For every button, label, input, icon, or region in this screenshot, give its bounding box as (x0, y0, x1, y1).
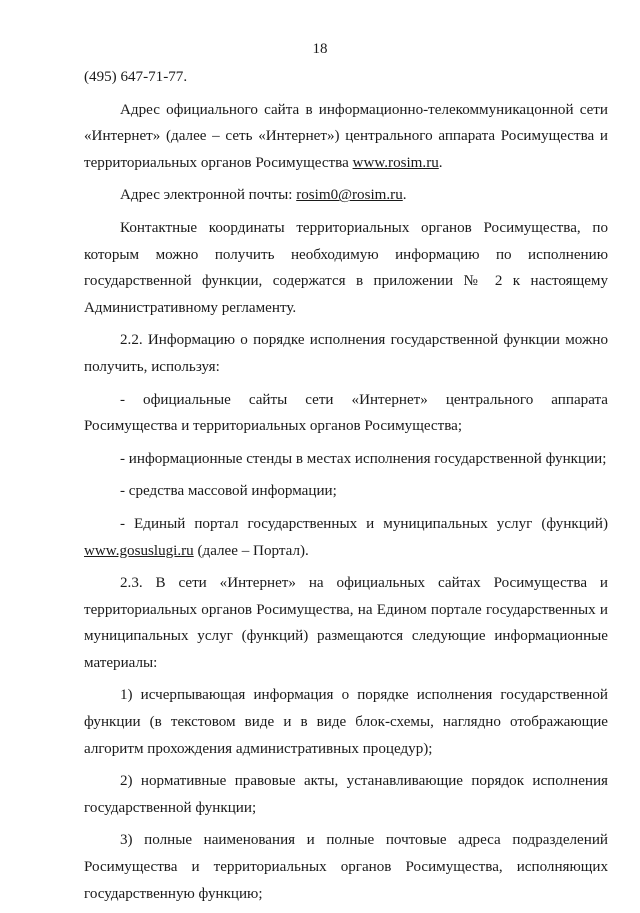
page-number: 18 (312, 41, 328, 57)
portal-link[interactable]: www.gosuslugi.ru (84, 542, 194, 559)
email-text: Адрес электронной почты: (120, 187, 297, 204)
section-2-3: 2.3. В сети «Интернет» на официальных сайтах Росимущества и территориальных органов Росимущества, на Едином портале государственных и муниципальных услуг (функций) размещаются следующие информационные материалы: (84, 575, 608, 671)
document-body (84, 64, 608, 913)
materials-item-3: 3) полные наименования и полные почтовые адреса подразделений Росимущества и территориальных органов Росимущества, исполняющих государственную функцию; (84, 832, 608, 902)
materials-item-1: 1) исчерпывающая информация о порядке исполнения государственной функции (в текстовом виде и в виде блок-схемы, наглядно отображающие алгоритм прохождения административных процедур); (84, 687, 608, 757)
website-text-end: . (438, 154, 443, 171)
website-link[interactable]: www.rosim.ru (352, 154, 439, 171)
list-item-media: - средства массовой информации; (120, 483, 337, 500)
list-item-websites: - официальные сайты сети «Интернет» центрального аппарата Росимущества и территориальных органов Росимущества; (84, 391, 608, 435)
email-paragraph (84, 182, 608, 209)
portal-text-end: (далее – Портал). (193, 542, 309, 559)
email-text-end: . (402, 187, 407, 204)
contacts-paragraph: Контактные координаты территориальных органов Росимущества, по которым можно получить необходимую информацию по исполнению государственной функции, содержатся в приложении № 2 к настоящему Административному регламенту. (84, 219, 608, 316)
list-item-portal (84, 511, 608, 564)
portal-text: - Единый портал государственных и муниципальных услуг (функций) (120, 515, 608, 532)
section-2-2: 2.2. Информацию о порядке исполнения государственной функции можно получить, используя: (84, 332, 608, 375)
list-item-stands: - информационные стенды в местах исполнения государственной функции; (120, 450, 607, 467)
website-paragraph (84, 97, 608, 177)
phone-line: (495) 647-71-77. (84, 69, 188, 85)
materials-item-2: 2) нормативные правовые акты, устанавливающие порядок исполнения государственной функции; (84, 773, 608, 816)
website-text: Адрес официального сайта в информационно-телекоммуникацонной сети «Интернет» (далее – сеть «Интернет») центрального аппарата Росимущества и территориальных органов Росимущества (84, 101, 608, 171)
email-link[interactable]: rosim0@rosim.ru (296, 187, 403, 204)
